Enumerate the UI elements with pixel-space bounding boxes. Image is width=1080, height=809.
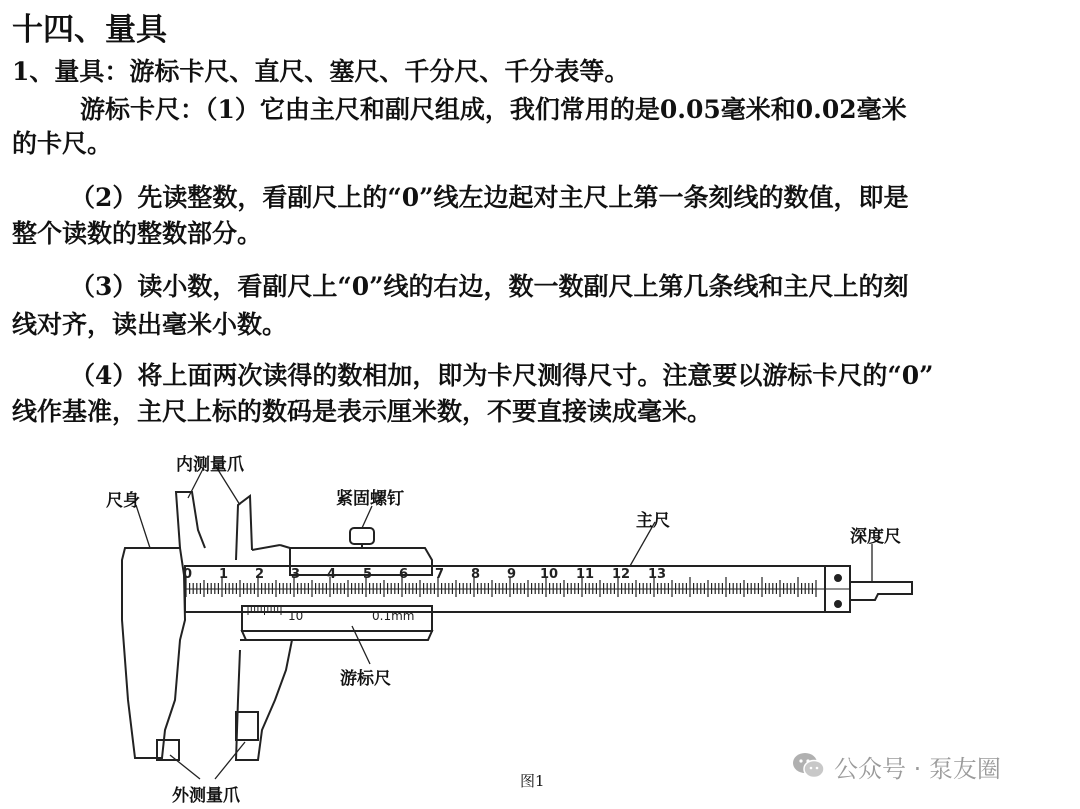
para-4-line-b: 线作基准，主尺上标的数码是表示厘米数，不要直接读成毫米。 — [12, 397, 713, 426]
para-3-line-b: 线对齐，读出毫米小数。 — [12, 310, 288, 339]
para-2-line-b: 整个读数的整数部分。 — [12, 219, 263, 248]
vernier-unit-label: 0.1mm — [372, 609, 415, 623]
main-scale-number: 8 — [471, 567, 481, 582]
label-inner-jaw: 内测量爪 — [176, 455, 244, 475]
para-1-line-a: 游标卡尺：（1）它由主尺和副尺组成，我们常用的是0.05毫米和0.02毫米 — [80, 95, 907, 124]
main-scale-number: 3 — [291, 567, 301, 582]
label-vernier: 游标尺 — [340, 669, 391, 689]
main-scale-number: 13 — [648, 567, 667, 582]
main-scale-number: 12 — [612, 567, 631, 582]
main-scale-number: 2 — [255, 567, 265, 582]
label-depth-rod: 深度尺 — [850, 527, 901, 547]
wechat-icon — [792, 752, 826, 780]
label-outer-jaw: 外测量爪 — [172, 786, 240, 806]
vernier-number-10: 10 — [288, 609, 304, 623]
page-title: 十四、量具 — [12, 12, 167, 48]
main-scale-number: 9 — [507, 567, 517, 582]
main-scale-number: 0 — [183, 567, 193, 582]
main-scale-number: 5 — [363, 567, 373, 582]
main-scale-number: 10 — [540, 567, 559, 582]
watermark — [792, 752, 1001, 783]
list-intro: 1、量具：游标卡尺、直尺、塞尺、千分尺、千分表等。 — [12, 57, 630, 86]
para-2-line-a: （2）先读整数，看副尺上的“0”线左边起对主尺上第一条刻线的数值，即是 — [70, 183, 909, 212]
main-scale-number: 6 — [399, 567, 409, 582]
figure-caption: 图1 — [520, 772, 545, 790]
para-1-line-b: 的卡尺。 — [12, 129, 113, 158]
watermark-text: 公众号 · 泵友圈 — [834, 754, 1001, 783]
para-3-line-a: （3）读小数，看副尺上“0”线的右边，数一数副尺上第几条线和主尺上的刻 — [70, 272, 909, 301]
label-clamp-screw: 紧固螺钉 — [336, 489, 404, 509]
main-scale-number: 11 — [576, 567, 595, 582]
label-body: 尺身 — [106, 491, 140, 511]
main-scale-number: 1 — [219, 567, 229, 582]
label-main-scale: 主尺 — [636, 511, 670, 531]
main-scale-number: 4 — [327, 567, 337, 582]
main-scale-number: 7 — [435, 567, 445, 582]
para-4-line-a: （4）将上面两次读得的数相加，即为卡尺测得尺寸。注意要以游标卡尺的“0” — [70, 361, 934, 390]
